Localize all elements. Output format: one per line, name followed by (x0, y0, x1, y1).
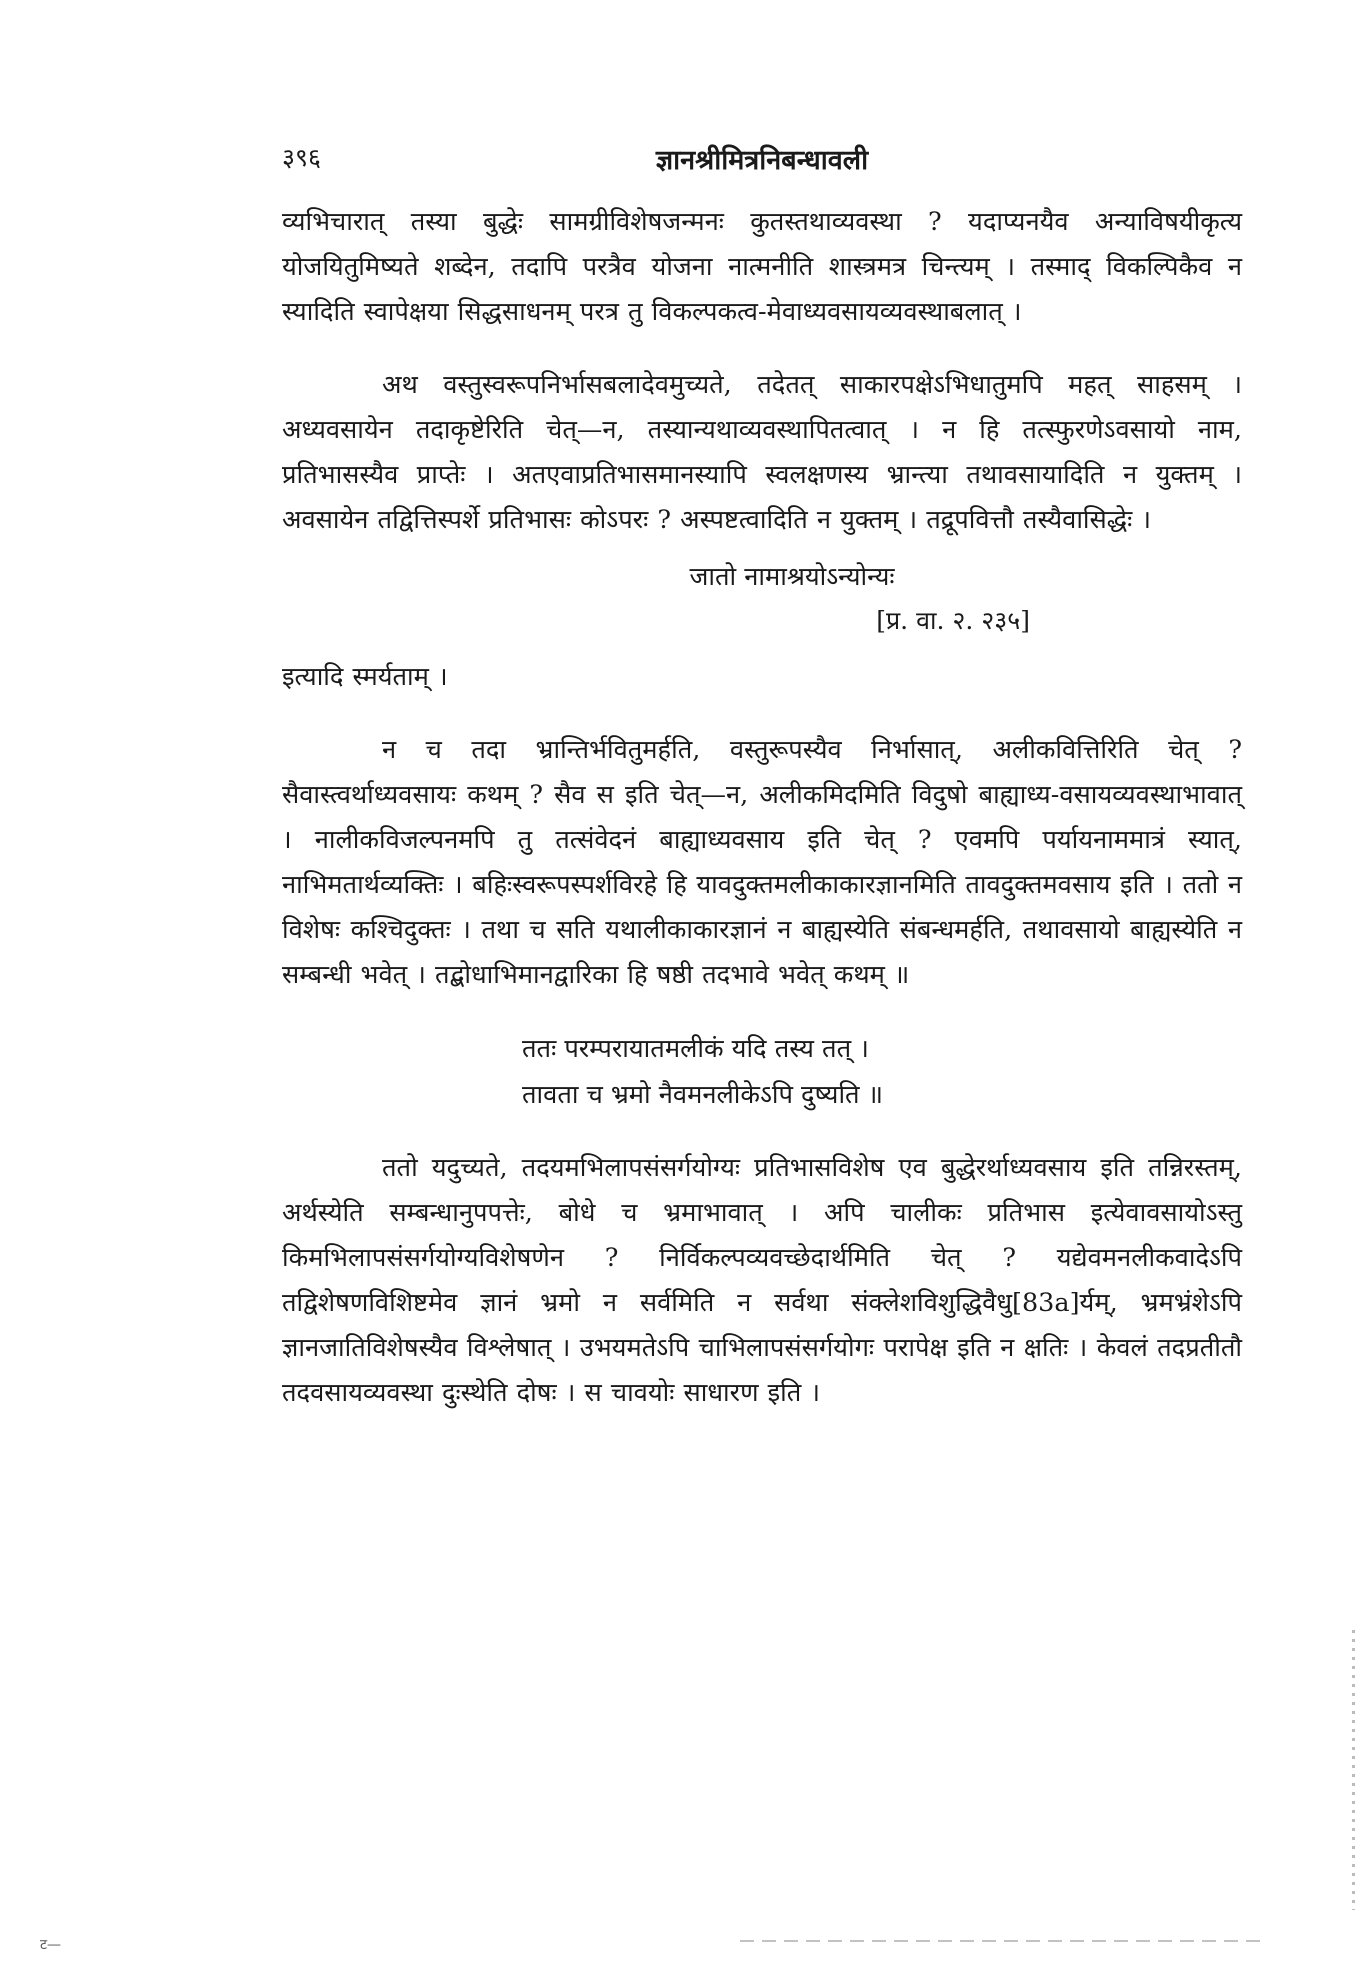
scan-artifact-edge (1352, 1630, 1355, 1910)
paragraph-4: न च तदा भ्रान्तिर्भवितुमर्हति, वस्तुरूपस्यैव निर्भासात्, अलीकवित्तिरिति चेत् ? सैवास्त्वर्थाध्यवसायः कथम् ? सैव स इति चेत्—न, अलीकमिदमिति विदुषो बाह्याध्य-वसायव्यवस्थाभावात् । नालीकविजल्पनमपि तु तत्संवेदनं बाह्याध्यवसाय इति चेत् ? एवमपि पर्यायनाममात्रं स्यात्, नाभिमतार्थव्यक्तिः । बहिःस्वरूपस्पर्शविरहे हि यावदुक्तमलीकाकारज्ञानमिति तावदुक्तमवसाय इति । ततो न विशेषः कश्चिदुक्तः । तथा च सति यथालीकाकारज्ञानं न बाह्यस्येति संबन्धमर्हति, तथावसायो बाह्यस्येति न सम्बन्धी भवेत् । तद्बोधाभिमानद्वारिका हि षष्ठी तदभावे भवेत् कथम् ॥ (282, 735, 1242, 990)
paragraph-2: अथ वस्तुस्वरूपनिर्भासबलादेवमुच्यते, तदेतत् साकारपक्षेऽभिधातुमपि महत् साहसम् । अध्यवसायेन तदाकृष्टेरिति चेत्—न, तस्यान्यथाव्यवस्थापितत्वात् । न हि तत्स्फुरणेऽवसायो नाम, प्रतिभासस्यैव प्राप्तेः । अतएवाप्रतिभासमानस्यापि स्वलक्षणस्य भ्रान्त्या तथावसायादिति न युक्तम् । अवसायेन तद्वित्तिस्पर्शे प्रतिभासः कोऽपरः ? अस्पष्टत्वादिति न युक्तम् । तद्रूपवित्तौ तस्यैवासिद्धेः । (282, 370, 1242, 535)
verse-citation: [प्र. वा. २. २३५] (876, 606, 1030, 635)
scan-artifact-line (740, 1940, 1260, 1942)
paragraph-1: व्यभिचारात् तस्या बुद्धेः सामग्रीविशेषजन्मनः कुतस्तथाव्यवस्था ? यदाप्यनयैव अन्याविषयीकृत्य योजयितुमिष्यते शब्देन, तदापि परत्रैव योजना नात्मनीति शास्त्रमत्र चिन्त्यम् । तस्माद् विकल्पिकैव न स्यादिति स्वापेक्षया सिद्धसाधनम् परत्र तु विकल्पकत्व-मेवाध्यवसायव्यवस्थाबलात् । (282, 207, 1242, 327)
paragraph-3: इत्यादि स्मर्यताम् । (282, 662, 448, 692)
verse-quote: जातो नामाश्रयोऽन्योन्यः (689, 562, 895, 592)
verse-line-1: ततः परम्परायातमलीकं यदि तस्य तत् । (522, 1034, 869, 1064)
verse-line-2: तावता च भ्रमो नैवमनलीकेऽपि दुष्यति ॥ (522, 1080, 883, 1110)
page-body (282, 200, 1242, 1416)
page-number: ३९६ (282, 143, 322, 172)
running-title: ज्ञानश्रीमित्रनिबन्धावली (655, 145, 869, 176)
paragraph-5: ततो यदुच्यते, तदयमभिलापसंसर्गयोग्यः प्रतिभासविशेष एव बुद्धेरर्थाध्यवसाय इति तन्निरस्तम्, अर्थस्येति सम्बन्धानुपपत्तेः, बोधे च भ्रमाभावात् । अपि चालीकः प्रतिभास इत्येवावसायोऽस्तु किमभिलापसंसर्गयोग्यविशेषणेन ? निर्विकल्पव्यवच्छेदार्थमिति चेत् ? यद्येवमनलीकवादेऽपि तद्विशेषणविशिष्टमेव ज्ञानं भ्रमो न सर्वमिति न सर्वथा संक्लेशविशुद्धिवैधु[83a]र्यम्, भ्रमभ्रंशेऽपि ज्ञानजातिविशेषस्यैव विश्लेषात् । उभयमतेऽपि चाभिलापसंसर्गयोगः परापेक्ष इति न क्षतिः । केवलं तदप्रतीतौ तदवसायव्यवस्था दुःस्थेति दोषः । स चावयोः साधारण इति । (282, 1153, 1242, 1408)
page-header (282, 140, 1242, 180)
footer-mark: ट— (40, 1937, 62, 1953)
